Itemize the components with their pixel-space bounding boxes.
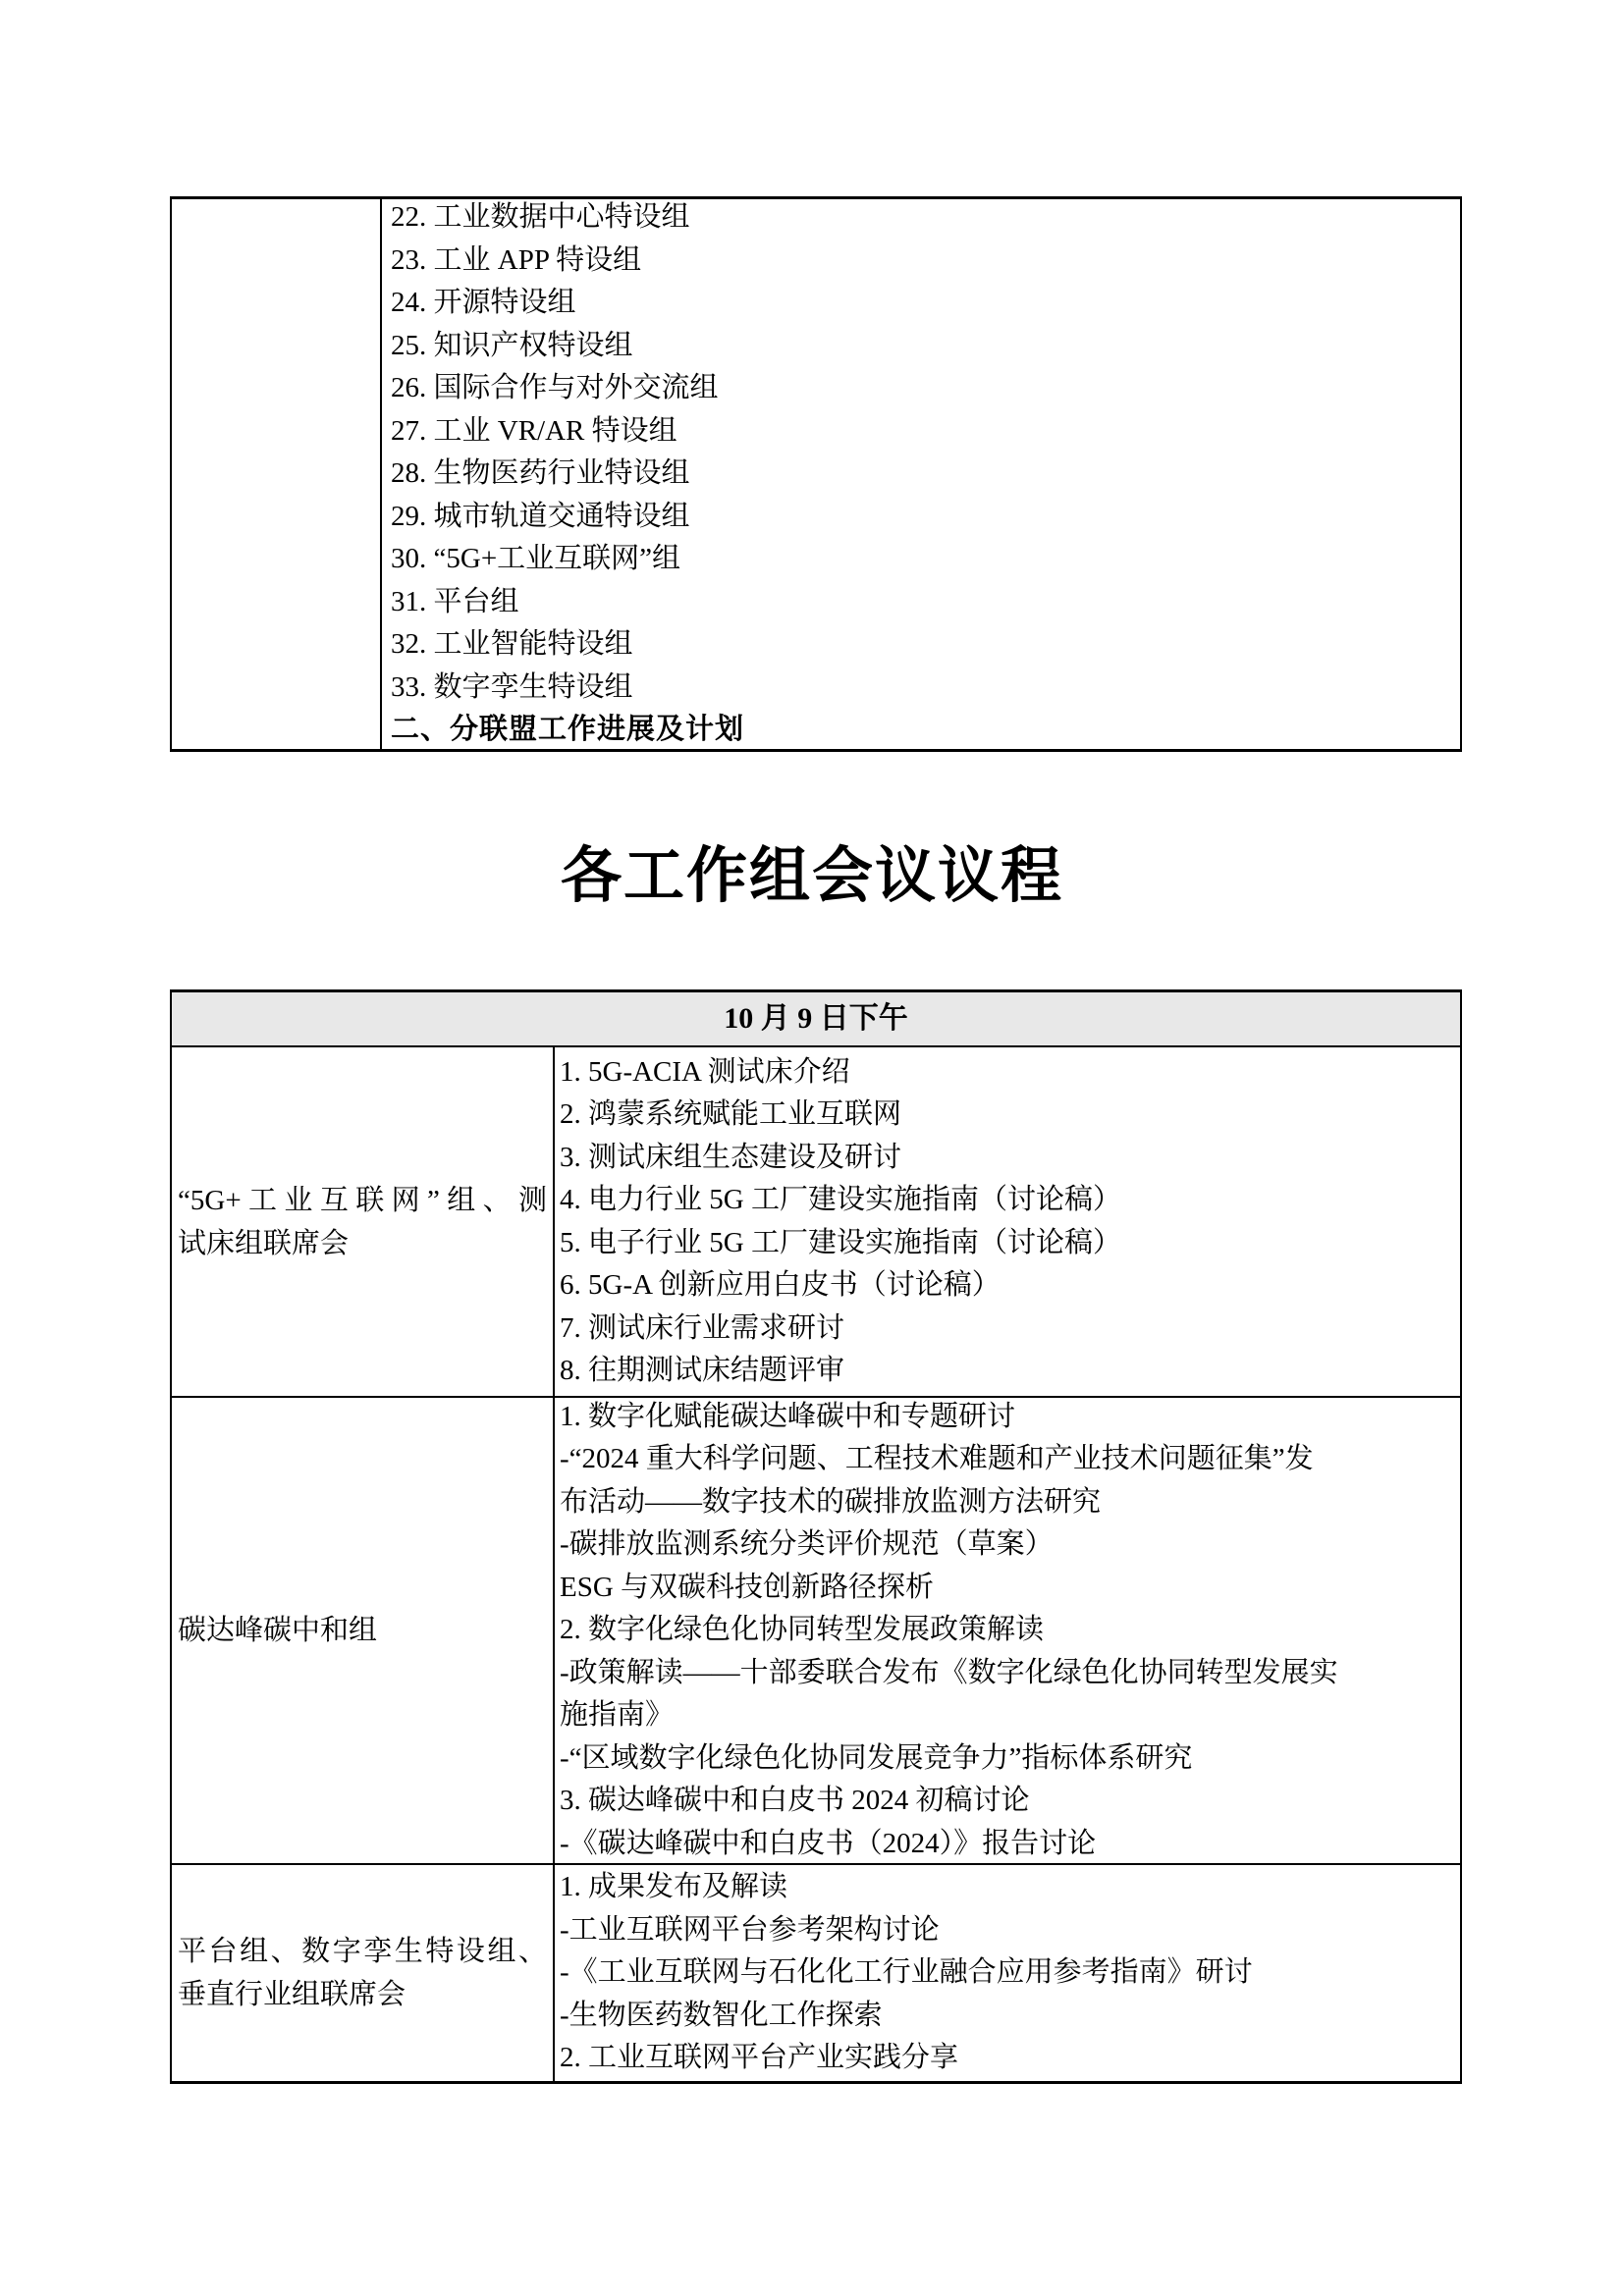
working-group-list-item: 32. 工业智能特设组	[391, 628, 633, 661]
continuation-table-content-cell	[382, 199, 1460, 749]
agenda-item-line: -《碳达峰碳中和白皮书（2024）》报告讨论	[560, 1827, 1097, 1859]
agenda-date-header: 10 月 9 日下午	[172, 992, 1460, 1047]
agenda-item-line: 3. 碳达峰碳中和白皮书 2024 初稿讨论	[560, 1785, 1030, 1817]
agenda-item-line: 施指南》	[560, 1699, 675, 1732]
agenda-item-line: -工业互联网平台参考架构讨论	[560, 1913, 940, 1946]
group-name-cell	[172, 1865, 555, 2081]
working-group-list-item: 24. 开源特设组	[391, 287, 576, 319]
agenda-item-line: -碳排放监测系统分类评价规范（草案）	[560, 1528, 1054, 1561]
working-group-list-item: 33. 数字孪生特设组	[391, 670, 633, 703]
group-name-line: “5G+工业互联网”组、测	[178, 1184, 547, 1216]
agenda-item-line: 布活动——数字技术的碳排放监测方法研究	[560, 1485, 1102, 1518]
agenda-item-line: 1. 成果发布及解读	[560, 1871, 788, 1903]
agenda-item-line: 2. 数字化绿色化协同转型发展政策解读	[560, 1614, 1045, 1646]
group-name-cell	[172, 1398, 555, 1863]
agenda-item-line: 7. 测试床行业需求研讨	[560, 1311, 845, 1344]
working-group-list-item: 28. 生物医药行业特设组	[391, 457, 690, 490]
agenda-item-line: -“2024 重大科学问题、工程技术难题和产业技术问题征集”发	[560, 1443, 1314, 1475]
agenda-items-cell	[555, 1865, 1460, 2081]
agenda-item-line: -政策解读——十部委联合发布《数字化绿色化协同转型发展实	[560, 1656, 1338, 1688]
group-name-line: 垂直行业组联席会	[178, 1979, 406, 2010]
working-group-list-item: 31. 平台组	[391, 585, 519, 617]
agenda-items-cell	[555, 1047, 1460, 1396]
agenda-item-line: 1. 数字化赋能碳达峰碳中和专题研讨	[560, 1400, 1016, 1432]
group-name-line: 碳达峰碳中和组	[178, 1615, 378, 1646]
agenda-item-line: ESG 与双碳科技创新路径探析	[560, 1571, 935, 1603]
agenda-item-line: -生物医药数智化工作探索	[560, 1999, 883, 2031]
working-group-list-item: 22. 工业数据中心特设组	[391, 201, 690, 234]
continuation-table-empty-cell	[172, 199, 382, 749]
working-group-list-item: 30. “5G+工业互联网”组	[391, 543, 681, 575]
agenda-item-line: 8. 往期测试床结题评审	[560, 1355, 845, 1386]
continuation-table	[170, 196, 1462, 752]
agenda-item-line: 1. 5G-ACIA 测试床介绍	[560, 1055, 850, 1088]
working-group-list	[391, 199, 1460, 709]
agenda-item-line: 5. 电子行业 5G 工厂建设实施指南（讨论稿）	[560, 1226, 1121, 1258]
agenda-item-line: -“区域数字化绿色化协同发展竞争力”指标体系研究	[560, 1741, 1193, 1774]
page-title: 各工作组会议议程	[560, 842, 1063, 910]
agenda-table	[170, 989, 1462, 2084]
agenda-item-line: 2. 鸿蒙系统赋能工业互联网	[560, 1098, 902, 1130]
agenda-item-line: 4. 电力行业 5G 工厂建设实施指南（讨论稿）	[560, 1184, 1121, 1215]
section-heading-progress-plan: 二、分联盟工作进展及计划	[391, 714, 745, 746]
group-name-line: 平台组、数字孪生特设组、	[178, 1936, 547, 1967]
working-group-list-item: 25. 知识产权特设组	[391, 329, 633, 361]
agenda-row-carbon-peak-neutrality	[172, 1398, 1460, 1865]
agenda-item-line: 3. 测试床组生态建设及研讨	[560, 1141, 902, 1173]
agenda-item-line: -《工业互联网与石化化工行业融合应用参考指南》研讨	[560, 1956, 1253, 1989]
agenda-items-cell	[555, 1398, 1460, 1863]
group-name-line: 试床组联席会	[178, 1227, 350, 1259]
working-group-list-item: 27. 工业 VR/AR 特设组	[391, 414, 677, 447]
working-group-list-item: 29. 城市轨道交通特设组	[391, 500, 690, 532]
agenda-item-line: 6. 5G-A 创新应用白皮书（讨论稿）	[560, 1269, 1001, 1301]
agenda-row-platform-digital-twin-joint	[172, 1865, 1460, 2081]
group-name-cell	[172, 1047, 555, 1396]
agenda-row-5g-testbed-joint	[172, 1047, 1460, 1398]
working-group-list-item: 23. 工业 APP 特设组	[391, 243, 642, 276]
agenda-item-line: 2. 工业互联网平台产业实践分享	[560, 2042, 959, 2074]
working-group-list-item: 26. 国际合作与对外交流组	[391, 372, 719, 404]
